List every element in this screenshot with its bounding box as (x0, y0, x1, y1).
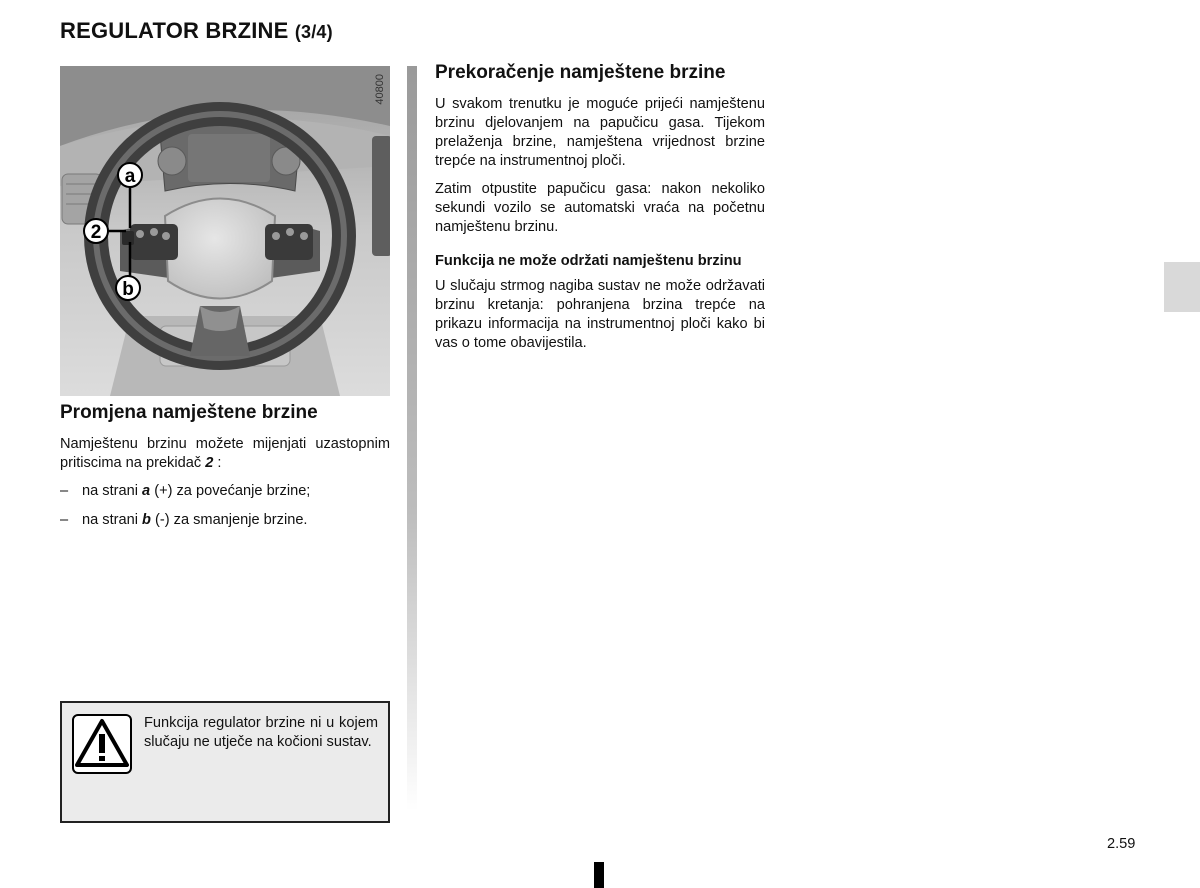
column-divider (407, 66, 417, 811)
list-item-after: (+) za povećanje brzine; (150, 483, 311, 499)
warning-text: Funkcija regulator brzine ni u kojem slučaju ne utječe na kočioni sustav. (144, 715, 378, 750)
list-item-before: na strani (82, 512, 143, 528)
paragraph-text: Namještenu brzinu možete mijenjati uzastopnim pritiscima na prekidač (60, 436, 390, 471)
paragraph-exceed-1: U svakom trenutku je moguće prijeći namještenu brzinu djelovanjem na papučicu gasa. Tijekom prelaženja brzine, namještena vrijednost brzine trepće na instrumentnoj ploči. (435, 96, 765, 169)
callout-b: b (122, 279, 134, 300)
list-item-text (82, 482, 310, 501)
list-dash: – (60, 512, 69, 528)
section-heading-change-speed: Promjena namještene brzine (60, 402, 318, 423)
paragraph-change-speed (60, 435, 390, 473)
list-item-text (82, 511, 308, 530)
ref-a: a (142, 483, 151, 499)
steering-wheel-drawing (60, 66, 390, 396)
page-number: 2.59 (1107, 836, 1136, 852)
paragraph-exceed-2: Zatim otpustite papučicu gasa: nakon nekoliko sekundi vozilo se automatski vraća na početnu namještenu brzinu. (435, 181, 765, 235)
callout-a: a (124, 166, 136, 187)
subheading-cannot-maintain: Funkcija ne može održati namještenu brzinu (435, 253, 742, 269)
page-title (60, 18, 333, 44)
ref-2: 2 (205, 455, 214, 471)
section-tab (1164, 262, 1200, 312)
steering-wheel-illustration (60, 66, 390, 396)
list-item (60, 482, 390, 501)
list-dash: – (60, 483, 69, 499)
figure-code: 40800 (374, 74, 386, 105)
paragraph-end: : (213, 455, 222, 471)
warning-triangle-icon (72, 714, 132, 774)
section-heading-exceed-speed: Prekoračenje namještene brzine (435, 62, 726, 83)
list-item (60, 511, 390, 530)
paragraph-cannot-maintain: U slučaju strmog nagiba sustav ne može održavati brzinu kretanja: pohranjena brzina trepće na prikazu informacija na instrumentnoj ploči kako bi vas o tome obavijestila. (435, 278, 765, 351)
page-title-text: REGULATOR BRZINE (60, 18, 289, 43)
callout-2: 2 (90, 222, 102, 243)
right-column (435, 60, 765, 362)
page-marker (594, 862, 604, 888)
list-item-before: na strani (82, 483, 143, 499)
warning-box (60, 701, 390, 823)
left-column (60, 400, 390, 540)
page-part: (3/4) (294, 22, 333, 42)
list-item-after: (-) za smanjenje brzine. (150, 512, 308, 528)
ref-b: b (142, 512, 151, 528)
